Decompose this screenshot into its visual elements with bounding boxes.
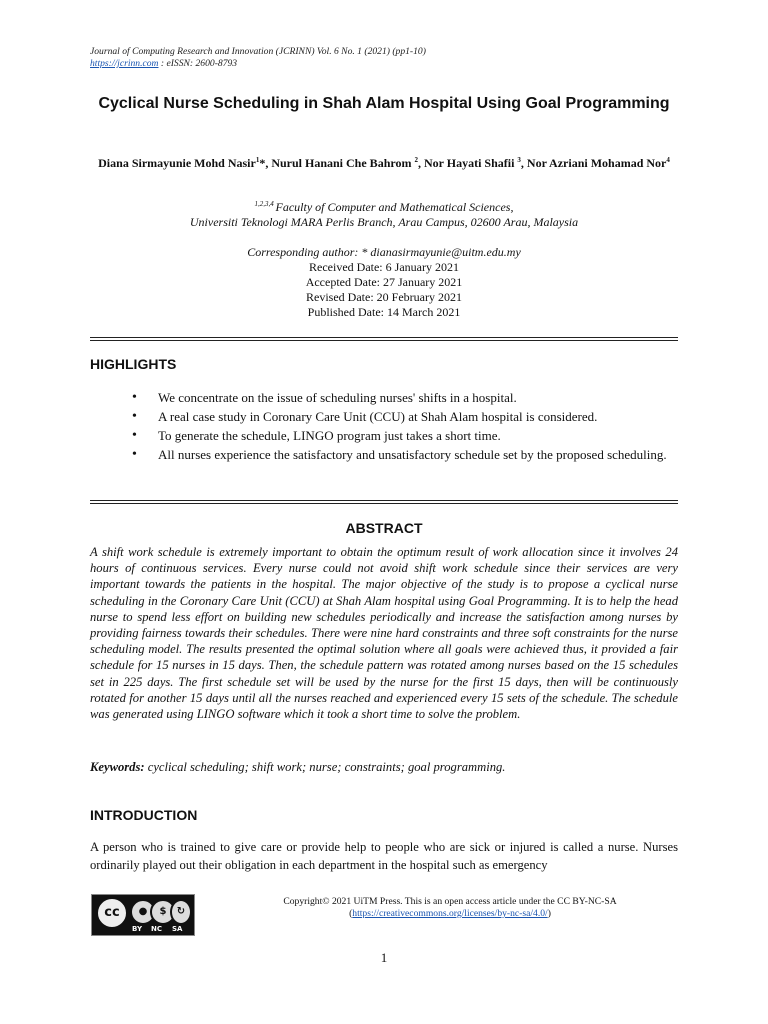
abstract-heading: ABSTRACT bbox=[345, 520, 423, 536]
author-3: , Nor Hayati Shafii bbox=[417, 156, 518, 170]
divider-top-2 bbox=[90, 340, 678, 341]
abstract-text: A shift work schedule is extremely important to obtain the optimum result of work allocation since it involves 24 hours of continuous services. Every nurse could not avoid shift work schedule since their services are very important towards the patients in the hospital. The major objective of the study is to propose a cyclical nurse scheduling in the Coronary Care Unit (CCU) at Shah Alam hospital using Goal Programming. It is to help the head nurse to spend less effort on building new schedules periodically and increase the satisfaction among nurses by providing fairness towards their schedules. There were nine hard constraints and three soft constraints for the nurse scheduling model. The results presented the optimal solution where all goals were achieved thus, it provided a fair schedule for 15 nurses in 15 days. Then, the schedule pattern was rotated among nurses based on the 15 schedules set in 225 days. The first schedule set will be used by the nurse for the first 15 days, then will be continuously rotated for another 15 days until all the nurses reached and experienced every 15 sets of the schedule. The schedule was generated using LINGO software which it took a short time to solve the problem. bbox=[90, 545, 678, 722]
by-person-icon: ● bbox=[130, 899, 156, 925]
cc-license-icon[interactable] bbox=[91, 894, 195, 936]
divider-mid-2 bbox=[90, 503, 678, 504]
accepted-date: Accepted Date: 27 January 2021 bbox=[305, 275, 463, 289]
affiliation bbox=[90, 200, 678, 230]
introduction-heading: INTRODUCTION bbox=[90, 807, 198, 823]
dates-block bbox=[90, 245, 678, 320]
journal-header bbox=[90, 46, 426, 70]
license-link[interactable]: https://creativecommons.org/licenses/by-nc-sa/4.0/ bbox=[352, 908, 548, 919]
paren-close: ) bbox=[547, 908, 551, 919]
highlights-list bbox=[130, 388, 678, 464]
author-list bbox=[90, 156, 678, 171]
sa-share-icon: ↻ bbox=[170, 899, 192, 925]
journal-line: Journal of Computing Research and Innovation (JCRINN) Vol. 6 No. 1 (2021) (pp1-10) bbox=[90, 46, 426, 57]
list-item: • All nurses experience the satisfactory and unsatisfactory schedule set by the proposed scheduling. bbox=[130, 445, 678, 464]
cc-icon: cc bbox=[96, 897, 128, 929]
highlights-heading: HIGHLIGHTS bbox=[90, 356, 177, 372]
author-2: Nurul Hanani Che Bahrom bbox=[271, 156, 415, 170]
divider-top-1 bbox=[90, 337, 678, 338]
paper-title: Cyclical Nurse Scheduling in Shah Alam Hospital Using Goal Programming bbox=[98, 95, 670, 112]
cc-label-nc: NC bbox=[151, 925, 162, 933]
affiliation-line-1: Faculty of Computer and Mathematical Sciences, bbox=[275, 200, 514, 214]
paren-open: ( bbox=[349, 908, 353, 919]
received-date: Received Date: 6 January 2021 bbox=[309, 260, 459, 274]
keywords-label: Keywords: bbox=[90, 760, 145, 774]
keywords bbox=[90, 759, 678, 775]
journal-url-link[interactable]: https://jcrinn.com bbox=[90, 58, 159, 69]
keywords-text: cyclical scheduling; shift work; nurse; constraints; goal programming. bbox=[144, 760, 506, 774]
cc-label-by: BY bbox=[132, 925, 143, 933]
author-1-mark: *, bbox=[259, 156, 272, 170]
revised-date: Revised Date: 20 February 2021 bbox=[306, 290, 462, 304]
list-item: • A real case study in Coronary Care Unit (CCU) at Shah Alam hospital is considered. bbox=[130, 407, 678, 426]
introduction-text: A person who is trained to give care or provide help to people who are sick or injured is called a nurse. Nurses ordinarily played out their obligation in each department in the hospital such as emergency bbox=[90, 840, 678, 872]
copyright-notice bbox=[240, 896, 660, 920]
cc-label-sa: SA bbox=[172, 925, 183, 933]
affiliation-sup: 1,2,3,4 bbox=[254, 200, 276, 208]
list-item: • We concentrate on the issue of scheduling nurses' shifts in a hospital. bbox=[130, 388, 678, 407]
divider-mid-1 bbox=[90, 500, 678, 501]
author-1: Diana Sirmayunie Mohd Nasir bbox=[98, 156, 256, 170]
author-4-sup: 4 bbox=[666, 156, 670, 164]
published-date: Published Date: 14 March 2021 bbox=[307, 305, 461, 319]
affiliation-line-2: Universiti Teknologi MARA Perlis Branch, Arau Campus, 02600 Arau, Malaysia bbox=[189, 215, 579, 229]
list-item: • To generate the schedule, LINGO program just takes a short time. bbox=[130, 426, 678, 445]
issn: : eISSN: 2600-8793 bbox=[158, 58, 238, 69]
nc-dollar-icon: $ bbox=[150, 899, 176, 925]
copyright-text: Copyright© 2021 UiTM Press. This is an open access article under the CC BY-NC-SA bbox=[283, 896, 617, 907]
corresponding-author: Corresponding author: * dianasirmayunie@uitm.edu.my bbox=[247, 245, 521, 259]
author-2-sup: 2 bbox=[414, 156, 418, 164]
author-4: , Nor Azriani Mohamad Nor bbox=[520, 156, 667, 170]
page-number: 1 bbox=[380, 950, 388, 965]
author-3-sup: 3 bbox=[517, 156, 521, 164]
author-1-sup: 1 bbox=[255, 156, 260, 164]
